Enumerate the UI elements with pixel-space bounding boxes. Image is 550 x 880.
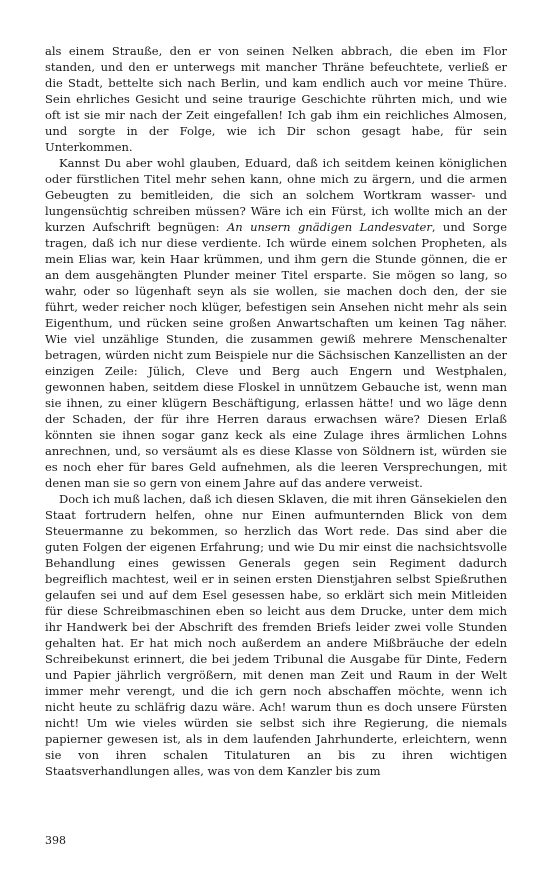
paragraph-2-text-after: , und Sorge tragen, daß ich nur diese verdiente. Ich würde einem solchen Propheten, als mein Elias war, kein Haar krümmen, und ihm gern die Stunde gönnen, die er an dem ausgehängten Plunder meiner Titel ersparte. Sie mögen so lang, so wahr, oder so lügenhaft seyn als sie wollen, sie machen doch den, der sie führt, weder reicher noch klüger, befestigen sein Ansehen nicht mehr als sein Eigenthum, und rücken seine großen Anwartschaften um keinen Tag näher. Wie viel unzählige Stunden, die zusammen gewiß mehrere Menschenalter betragen, würden nicht zum Beispiele nur die Sächsischen Kanzellisten an der einzigen Zeile: Jülich, Cleve und Berg auch Engern und Westphalen, gewonnen haben, seitdem diese Floskel in unnützem Gebauche ist, wenn man sie ihnen, zu einer klügern Beschäftigung, erlassen hätte! und wo läge denn der Schaden, der für ihre Herren daraus erwachsen wäre? Diesen Erlaß könnten sie ihnen sogar ganz keck als eine Zulage ihres ärmlichen Lohns anrechnen, und, so versäumt als es diese Klasse von Söldnern ist, würden sie es noch eher für bares Geld aufnehmen, als die leeren Versprechungen, mit denen man sie so gern von einem Jahre auf das andere verweist. [45, 220, 507, 490]
paragraph-3: Doch ich muß lachen, daß ich diesen Sklaven, die mit ihren Gänsekielen den Staat fortrudern helfen, ohne nur Einen aufmunternden Blick von dem Steuermanne zu bekommen, so herzlich das Wort rede. Das sind aber die guten Folgen der eigenen Erfahrung; und wie Du mir einst die nachsichtsvolle Behandlung eines gewissen Generals gegen sein Regiment dadurch begreiflich machtest, weil er in seinen ersten Dienstjahren selbst Spießruthen gelaufen sei und auf dem Esel gesessen habe, so erklärt sich mein Mitleiden für diese Schreibmaschinen eben so leicht aus dem Drucke, unter dem mich ihr Handwerk bei der Abschrift des fremden Briefs leider zwei volle Stunden gehalten hat. Er hat mich noch außerdem an andere Mißbräuche der edeln Schreibekunst erinnert, die bei jedem Tribunal die Ausgabe für Dinte, Federn und Papier jährlich vergrößern, mit denen man Zeit und Raum in der Welt immer mehr verengt, und die ich gern noch abschaffen möchte, wenn ich nicht heute zu schläfrig dazu wäre. Ach! warum thun es doch unsere Fürsten nicht! Um wie vieles würden sie selbst sich ihre Regierung, die niemals papierner gewesen ist, als in dem laufenden Jahrhunderte, erleichtern, wenn sie von ihren schalen Titulaturen an bis zu ihren wichtigen Staatsverhandlungen alles, was von dem Kanzler bis zum [45, 492, 507, 778]
paragraph-2-italic-phrase: An unsern gnädigen Landesvater [226, 220, 432, 234]
paragraph-2 [45, 155, 507, 491]
paragraph-1: als einem Strauße, den er von seinen Nelken abbrach, die eben im Flor standen, und den er unterwegs mit mancher Thräne befeuchtete, verließ er die Stadt, bettelte sich nach Berlin, und kam endlich auch vor meine Thüre. Sein ehrliches Gesicht und seine traurige Geschichte rührten mich, und wie oft ist sie mir nach der Zeit eingefallen! Ich gab ihm ein reichliches Almosen, und sorgte in der Folge, wie ich Dir schon gesagt habe, für sein Unterkommen. [45, 44, 507, 154]
paragraph-2-text-before: Kannst Du aber wohl glauben, Eduard, daß ich seitdem keinen königlichen oder fürstlichen Titel mehr sehen kann, ohne mich zu ärgern, und die armen Gebeugten zu bemitleiden, die sich an solchem Wortkram wasser- und lungensüchtig schreiben müssen? Wäre ich ein Fürst, ich wollte mich an der kurzen Aufschrift begnügen: [45, 156, 507, 234]
page-number: 398 [45, 834, 66, 847]
body-text [45, 43, 507, 779]
